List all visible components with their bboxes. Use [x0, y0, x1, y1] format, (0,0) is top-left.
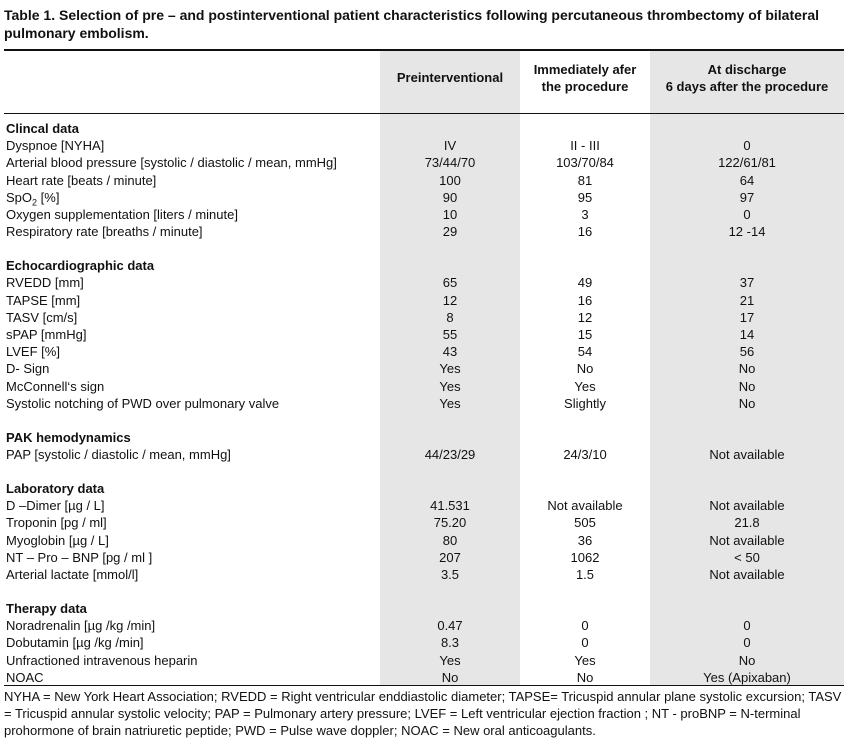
- immediately-after-value: 505: [574, 515, 596, 531]
- preinterventional-value: 100: [439, 172, 461, 188]
- discharge-value: Not available: [709, 532, 785, 548]
- section-title: Laboratory data: [6, 481, 105, 496]
- immediately-after-value: Not available: [547, 498, 623, 514]
- row-label: SpO$_2$ [%]: [6, 189, 60, 208]
- immediately-after-value: Yes: [574, 378, 596, 394]
- row-label: Unfractioned intravenous heparin: [6, 652, 198, 668]
- preinterventional-value: 10: [442, 207, 458, 222]
- discharge-value: Yes (Apixaban): [703, 669, 791, 685]
- section-heading: [4, 257, 844, 274]
- header-at-discharge-line2: 6 days after the procedure: [665, 79, 829, 94]
- discharge-value: 0: [743, 635, 751, 651]
- row-label: TASV [cm/s]: [6, 309, 78, 325]
- table-row: [4, 395, 844, 412]
- header-at-discharge: [650, 61, 844, 95]
- table-row: [4, 532, 844, 549]
- bottom-rule: [4, 685, 844, 686]
- discharge-value: 56: [739, 344, 755, 360]
- discharge-value: 21.8: [734, 515, 760, 531]
- preinterventional-value: Yes: [439, 378, 461, 394]
- row-label: D- Sign: [6, 361, 50, 377]
- row-label: Arterial lactate [mmol/l]: [6, 567, 139, 582]
- discharge-value: No: [738, 361, 756, 377]
- discharge-value: 0: [743, 207, 751, 222]
- immediately-after-value: 1.5: [575, 567, 595, 582]
- table-row: [4, 309, 844, 326]
- discharge-value: No: [738, 652, 756, 668]
- preinterventional-value: 75.20: [433, 515, 467, 531]
- row-label: Dobutamin [µg /kg /min]: [6, 635, 144, 651]
- preinterventional-value: Yes: [439, 652, 461, 668]
- table-row: [4, 617, 844, 634]
- table-row: [4, 446, 844, 463]
- section-title: Echocardiographic data: [6, 258, 155, 274]
- immediately-after-value: 95: [577, 189, 593, 205]
- discharge-value: < 50: [734, 549, 760, 565]
- preinterventional-value: 12: [442, 292, 458, 308]
- row-label: McConnell‘s sign: [6, 378, 105, 394]
- immediately-after-value: 24/3/10: [563, 447, 607, 462]
- preinterventional-value: IV: [443, 138, 457, 154]
- immediately-after-value: 12: [577, 309, 593, 325]
- discharge-value: Not available: [709, 447, 785, 462]
- discharge-value: 122/61/81: [718, 155, 776, 171]
- immediately-after-value: No: [576, 669, 594, 685]
- preinterventional-value: 90: [442, 189, 458, 205]
- preinterventional-value: No: [441, 669, 459, 685]
- header-immediately-after-line1: Immediately afer: [533, 62, 637, 77]
- table-row: [4, 292, 844, 309]
- section-title: Therapy data: [6, 601, 87, 616]
- discharge-value: 97: [739, 189, 755, 205]
- row-label: Respiratory rate [breaths / minute]: [6, 224, 203, 240]
- header-immediately-after: [520, 61, 650, 95]
- table-row: [4, 549, 844, 566]
- header-at-discharge-line1: At discharge: [707, 62, 787, 77]
- table-row: [4, 497, 844, 514]
- table-row: [4, 343, 844, 360]
- table-row: [4, 206, 844, 223]
- immediately-after-value: 16: [577, 224, 593, 240]
- immediately-after-value: 1062: [570, 549, 600, 565]
- discharge-value: 37: [739, 275, 755, 291]
- discharge-value: 0: [743, 618, 751, 634]
- immediately-after-value: 54: [577, 344, 593, 360]
- preinterventional-value: 65: [442, 275, 458, 291]
- table-row: [4, 137, 844, 154]
- table-row: [4, 326, 844, 343]
- table-row: [4, 223, 844, 240]
- preinterventional-value: 41.531: [430, 498, 470, 514]
- preinterventional-value: 207: [439, 549, 461, 565]
- header-preinterventional: Preinterventional: [396, 70, 504, 85]
- preinterventional-value: 0.47: [437, 618, 463, 634]
- discharge-value: 64: [739, 172, 755, 188]
- immediately-after-value: 3: [581, 207, 589, 222]
- preinterventional-value: 43: [442, 344, 458, 360]
- row-label: Noradrenalin [µg /kg /min]: [6, 618, 156, 634]
- table-row: [4, 154, 844, 171]
- header-immediately-after-line2: the procedure: [541, 79, 629, 94]
- section-heading: [4, 429, 844, 446]
- preinterventional-value: 80: [442, 532, 458, 548]
- preinterventional-value: 8: [446, 309, 454, 325]
- table-row: [4, 634, 844, 651]
- immediately-after-value: 0: [581, 635, 589, 651]
- immediately-after-value: No: [576, 361, 594, 377]
- immediately-after-value: 81: [577, 172, 593, 188]
- discharge-value: 14: [739, 327, 755, 342]
- section-title: PAK hemodynamics: [6, 429, 131, 445]
- discharge-value: 12 -14: [728, 224, 766, 240]
- row-label: sPAP [mmHg]: [6, 327, 87, 342]
- row-label: Arterial blood pressure [systolic / diastolic / mean, mmHg]: [6, 155, 337, 171]
- section-heading: [4, 480, 844, 497]
- table-row: [4, 514, 844, 531]
- table-row: [4, 360, 844, 377]
- table-row: [4, 274, 844, 291]
- row-label: Oxygen supplementation [liters / minute]: [6, 207, 238, 222]
- row-label: Myoglobin [µg / L]: [6, 532, 109, 548]
- table-row: [4, 172, 844, 189]
- preinterventional-value: 73/44/70: [424, 155, 476, 171]
- section-heading: [4, 120, 844, 137]
- immediately-after-value: II - III: [570, 138, 600, 154]
- row-label: LVEF [%]: [6, 344, 60, 360]
- discharge-value: 17: [739, 309, 755, 325]
- row-label: PAP [systolic / diastolic / mean, mmHg]: [6, 447, 231, 462]
- discharge-value: No: [738, 378, 756, 394]
- preinterventional-value: Yes: [439, 395, 461, 411]
- immediately-after-value: 36: [577, 532, 593, 548]
- preinterventional-value: 3.5: [440, 567, 460, 582]
- table-title: Table 1. Selection of pre – and postinterventional patient characteristics following percutaneous thrombectomy of bilateral pulmonary embolism.: [4, 7, 820, 41]
- preinterventional-value: 55: [442, 327, 458, 342]
- immediately-after-value: 0: [581, 618, 589, 634]
- table-row: [4, 652, 844, 669]
- row-label: NT – Pro – BNP [pg / ml ]: [6, 549, 153, 565]
- preinterventional-value: 44/23/29: [424, 447, 476, 462]
- row-label: Heart rate [beats / minute]: [6, 172, 157, 188]
- row-label: RVEDD [mm]: [6, 275, 84, 291]
- preinterventional-value: 29: [442, 224, 458, 240]
- table-row: [4, 669, 844, 686]
- row-label: Troponin [pg / ml]: [6, 515, 107, 531]
- discharge-value: Not available: [709, 498, 785, 514]
- discharge-value: 0: [743, 138, 751, 154]
- immediately-after-value: Slightly: [564, 395, 606, 411]
- discharge-value: No: [738, 395, 756, 411]
- table-row: [4, 566, 844, 583]
- row-label: D –Dimer [µg / L]: [6, 498, 105, 514]
- row-label: TAPSE [mm]: [6, 292, 81, 308]
- immediately-after-value: 15: [577, 327, 593, 342]
- preinterventional-value: 8.3: [440, 635, 460, 651]
- immediately-after-value: 49: [577, 275, 593, 291]
- row-label: NOAC: [6, 669, 44, 685]
- row-label: Dyspnoe [NYHA]: [6, 138, 105, 154]
- row-label: Systolic notching of PWD over pulmonary valve: [6, 395, 280, 411]
- footnote: NYHA = New York Heart Association; RVEDD = Right ventricular enddiastolic diameter; TAPSE= Tricuspid annular plane systolic excursion; TASV = Tricuspid annular systolic velocity; PAP = Pulmonary artery pressure; LVEF = Left ventricular ejection fraction ; NT - proBNP = N-terminal prohormone of brain natriuretic peptide; PWD = Pulse wave doppler; NOAC = New oral anticoagulants.: [4, 689, 842, 738]
- immediately-after-value: 16: [577, 292, 593, 308]
- section-heading: [4, 600, 844, 617]
- immediately-after-value: Yes: [574, 652, 596, 668]
- section-title: Clincal data: [6, 121, 79, 136]
- table-row: [4, 189, 844, 206]
- discharge-value: Not available: [709, 567, 785, 582]
- preinterventional-value: Yes: [439, 361, 461, 377]
- discharge-value: 21: [739, 292, 755, 308]
- table-row: [4, 378, 844, 395]
- header-rule: [4, 113, 844, 114]
- immediately-after-value: 103/70/84: [556, 155, 614, 171]
